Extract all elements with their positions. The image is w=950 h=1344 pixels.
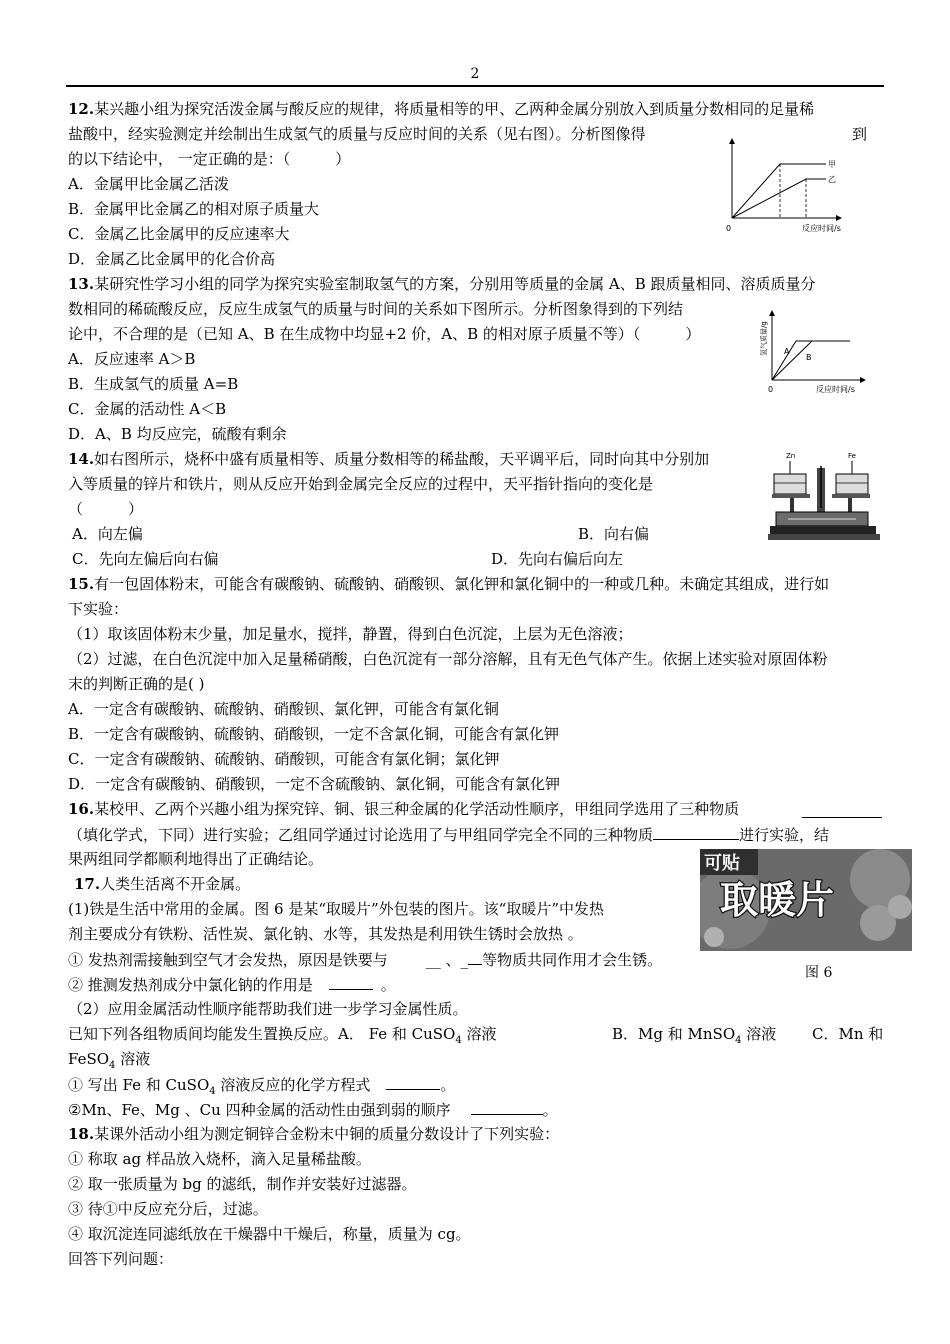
photo-main-text: 取暖片 [720, 878, 835, 922]
q17-text-9b: 。 [542, 1101, 558, 1119]
q17-line-7 [68, 1049, 150, 1076]
q13-option-b: B．生成氢气的质量 A=B [68, 375, 239, 393]
q17-text-3a: ① 发热剂需接触到空气才会发热，原因是铁要与 [68, 951, 388, 969]
q15-line-4: （2）过滤，在白色沉淀中加入足量稀硝酸，白色沉淀有一部分溶解，且有无色气体产生。依据上述实验对原固体粉 [68, 650, 828, 668]
q12-option-d: D．金属乙比金属甲的化合价高 [68, 250, 276, 268]
q15-option-b: B．一定含有碳酸钠、硫酸钠、硝酸钡，一定不含氯化铜，可能含有氯化钾 [68, 725, 560, 743]
q12-option-c: C．金属乙比金属甲的反应速率大 [68, 225, 290, 243]
photo-top-text: 可贴 [704, 853, 740, 874]
q14-line-1 [68, 449, 709, 469]
q14-line-2: 入等质量的锌片和铁片，则从反应开始到金属完全反应的过程中，天平指针指向的变化是 [68, 475, 654, 493]
q18-line-1 [68, 1124, 559, 1144]
q12-text-1: 某兴趣小组为探究活泼金属与酸反应的规律，将质量相等的甲、乙两种金属分别放入到质量分数相同的足量稀 [94, 100, 815, 118]
q12-line-jia [732, 164, 826, 218]
q12-label-yi: 乙 [828, 175, 836, 184]
q13-option-a: A．反应速率 A＞B [68, 350, 196, 368]
q17-text-7b: 溶液 [115, 1050, 151, 1068]
q17-sub-6c: 4 [735, 1035, 742, 1046]
q16-blank-1[interactable] [802, 817, 882, 818]
q17-blank-9[interactable] [471, 1099, 543, 1115]
q12-origin: 0 [726, 224, 732, 233]
q15-number: 15. [68, 575, 95, 593]
q17-text-7a: FeSO [68, 1050, 110, 1068]
q17-blank-4[interactable] [329, 974, 373, 990]
q16-line-1 [68, 799, 739, 819]
q17-text-4b: 。 [380, 976, 396, 994]
q15-option-d: D．一定含有碳酸钠、硝酸钡，一定不含硫酸钠、氯化铜，可能含有氯化钾 [68, 775, 561, 793]
q12-option-b: B．金属甲比金属乙的相对原子质量大 [68, 200, 320, 218]
q17-text-8a: ① 写出 Fe 和 CuSO [68, 1076, 210, 1094]
q17-line-6-c: C．Mn 和 [812, 1025, 884, 1043]
q18-step-1: ① 称取 ag 样品放入烧杯，滴入足量稀盐酸。 [68, 1150, 371, 1168]
q17-sub-6a: 4 [455, 1035, 462, 1046]
q13-graph [758, 310, 868, 396]
q12-label-jia: 甲 [828, 160, 836, 169]
q17-text-6d: 溶液 [741, 1025, 777, 1043]
q14-option-d: D．先向右偏后向左 [491, 550, 624, 568]
q18-line-answer: 回答下列问题： [68, 1250, 174, 1268]
hand-warmer-photo [700, 849, 912, 951]
q14-balance-figure [768, 446, 884, 548]
q18-step-3: ③ 待①中反应充分后，过滤。 [68, 1200, 268, 1218]
q13-xlabel: 反应时间/s [816, 385, 855, 394]
q17-line-5: （2）应用金属活动性顺序能帮助我们进一步学习金属性质。 [68, 1000, 468, 1018]
q16-blank-2[interactable] [653, 824, 739, 840]
q17-number: 17. [74, 875, 101, 893]
q12-line-1 [68, 99, 814, 119]
q17-line-3 [68, 949, 662, 970]
q12-line-3: 的以下结论中， 一定正确的是：（ ） [68, 150, 351, 168]
q17-line-9 [68, 1099, 558, 1120]
q13-label-b: B [806, 353, 812, 362]
q17-text-9a: ②Mn、Fe、Mg 、Cu 四种金属的活动性由强到弱的顺序 [68, 1101, 451, 1119]
q14-number: 14. [68, 450, 95, 468]
q15-line-1 [68, 574, 829, 594]
q17-sub-8: 4 [209, 1086, 216, 1097]
q13-line-3: 论中，不合理的是（已知 A、B 在生成物中均显+2 价，A、B 的相对原子质量不等）（ ） [68, 325, 701, 343]
header-rule [66, 85, 884, 87]
q12-line-2 [68, 124, 646, 144]
q12-line-2-end: 到 [852, 125, 868, 143]
q13-option-c: C．金属的活动性 A＜B [68, 400, 227, 418]
q17-line-1: (1)铁是生活中常用的金属。图 6 是某“取暖片”外包装的图片。该“取暖片”中发热 [68, 900, 605, 918]
q14-option-a: A．向左偏 [72, 525, 143, 543]
q17-text-3c: 等物质共同作用才会生锈。 [482, 951, 663, 969]
q18-step-2: ② 取一张质量为 bg 的滤纸，制作并安装好过滤器。 [68, 1175, 417, 1193]
q17-text-6c: B．Mg 和 MnSO [612, 1025, 736, 1043]
q13-option-d: D．A、B 均反应完，硫酸有剩余 [68, 425, 287, 443]
q17-title-line [74, 874, 250, 894]
q12-number: 12. [68, 100, 95, 118]
q15-text-1: 有一包固体粉末，可能含有碳酸钠、硫酸钠、硝酸钡、氯化钾和氯化铜中的一种或几种。未确定其组成，进行如 [94, 575, 830, 593]
q17-line-8 [68, 1074, 455, 1102]
q13-number: 13. [68, 275, 95, 293]
q14-line-3: （ ） [68, 500, 144, 518]
q16-line-3: 果两组同学都顺利地得出了正确结论。 [68, 850, 324, 868]
q18-step-4: ④ 取沉淀连同滤纸放在干燥器中干燥后，称量，质量为 cg。 [68, 1225, 471, 1243]
q15-line-3: （1）取该固体粉末少量，加足量水，搅拌，静置，得到白色沉淀，上层为无色溶液； [68, 625, 633, 643]
q17-line-2: 剂主要成分有铁粉、活性炭、氯化钠、水等，其发热是利用铁生锈时会放热 。 [68, 925, 583, 943]
q17-text-4a: ② 推测发热剂成分中氯化钠的作用是 [68, 976, 313, 994]
q13-line-2: 数相同的稀硫酸反应，反应生成氢气的质量与时间的关系如下图所示。分析图象得到的下列结 [68, 300, 684, 318]
q13-label-a: A [784, 347, 790, 356]
q16-number: 16. [68, 800, 95, 818]
q12-text-2: 盐酸中，经实验测定并绘制出生成氢气的质量与反应时间的关系（见右图）。分析图像得 [68, 125, 646, 143]
q17-title: 人类生活离不开金属。 [100, 875, 251, 893]
q15-option-c: C．一定含有碳酸钠、硫酸钠、硝酸钡，可能含有氯化铜；氯化钾 [68, 750, 500, 768]
q17-text-8b: 溶液反应的化学方程式 [215, 1076, 371, 1094]
q17-text-8c: 。 [440, 1076, 456, 1094]
q16-text-2a: （填化学式，下同）进行实验；乙组同学通过讨论选用了与甲组同学完全不同的三种物质 [68, 826, 654, 844]
q15-option-a: A．一定含有碳酸钠、硫酸钠、硝酸钡、氯化钾，可能含有氯化铜 [68, 700, 499, 718]
fig6-caption: 图 6 [805, 965, 833, 981]
q12-line-yi [732, 179, 826, 218]
q16-line-2 [68, 824, 829, 845]
q17-line-6 [68, 1024, 496, 1051]
q14-text-1: 如右图所示，烧杯中盛有质量相等、质量分数相等的稀盐酸，天平调平后，同时向其中分别加 [94, 450, 710, 468]
q13-line-1 [68, 274, 816, 294]
q16-text-2b: 进行实验，结 [739, 826, 830, 844]
q14-option-c: C．先向左偏后向右偏 [72, 550, 219, 568]
q15-line-2: 下实验： [68, 600, 129, 618]
q17-line-6-b [612, 1024, 776, 1051]
q14-fe-label: Fe [848, 452, 856, 460]
q12-xlabel: 反应时间/s [802, 224, 841, 233]
q13-ylabel: 氢气质量/g [760, 321, 768, 356]
q18-number: 18. [68, 1125, 95, 1143]
q17-line-4 [68, 974, 396, 995]
q13-origin: 0 [768, 385, 774, 394]
q17-sub-7: 4 [109, 1060, 116, 1071]
q17-blank-3b[interactable] [468, 949, 482, 965]
q17-blank-3[interactable]: __ 、_ [425, 951, 469, 969]
q14-zn-label: Zn [786, 452, 796, 460]
q12-option-a: A．金属甲比金属乙活泼 [68, 175, 229, 193]
q12-graph [718, 138, 848, 238]
q14-option-b: B．向右偏 [578, 525, 650, 543]
q16-text-1: 某校甲、乙两个兴趣小组为探究锌、铜、银三种金属的化学活动性顺序，甲组同学选用了三种物质 [94, 800, 740, 818]
q17-text-6a: 已知下列各组物质间均能发生置换反应。A． Fe 和 CuSO [68, 1025, 456, 1043]
page-number: 2 [470, 66, 480, 82]
q17-text-6b: 溶液 [461, 1025, 497, 1043]
q18-text-1: 某课外活动小组为测定铜锌合金粉末中铜的质量分数设计了下列实验： [94, 1125, 560, 1143]
q13-text-1: 某研究性学习小组的同学为探究实验室制取氢气的方案，分别用等质量的金属 A、B 跟质量相同、溶质质量分 [94, 275, 816, 293]
q15-line-5: 末的判断正确的是( ) [68, 675, 205, 693]
q17-blank-8[interactable] [386, 1074, 440, 1090]
